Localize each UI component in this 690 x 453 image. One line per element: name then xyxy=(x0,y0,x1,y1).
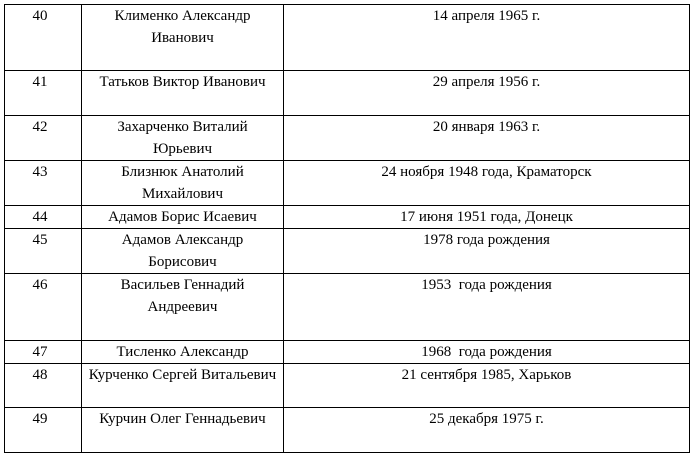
row-number-cell xyxy=(5,161,82,206)
birth-info-cell xyxy=(284,408,690,453)
full-name-cell xyxy=(82,274,284,341)
row-number-cell xyxy=(5,229,82,274)
table-row xyxy=(5,274,690,341)
row-number: 42 xyxy=(32,119,48,135)
row-number-cell xyxy=(5,5,82,71)
table-row xyxy=(5,341,690,364)
table-row xyxy=(5,408,690,453)
table-row xyxy=(5,206,690,229)
full-name-cell xyxy=(82,364,284,408)
table-row xyxy=(5,116,690,161)
table-row xyxy=(5,229,690,274)
table-row xyxy=(5,71,690,116)
full-name: Клименко Александр Иванович xyxy=(114,8,255,46)
row-number-cell xyxy=(5,71,82,116)
full-name: Курченко Сергей Витальевич xyxy=(88,367,277,383)
birth-info-cell xyxy=(284,206,690,229)
full-name-cell xyxy=(82,229,284,274)
row-number-cell xyxy=(5,274,82,341)
persons-table xyxy=(4,4,690,453)
full-name: Адамов Александр Борисович xyxy=(121,232,247,270)
birth-info: 29 апреля 1956 г. xyxy=(432,74,541,90)
row-number: 49 xyxy=(32,411,48,427)
row-number-cell xyxy=(5,341,82,364)
full-name-cell xyxy=(82,116,284,161)
full-name: Захарченко Виталий Юрьевич xyxy=(117,119,252,157)
full-name: Татьков Виктор Иванович xyxy=(99,74,266,90)
row-number-cell xyxy=(5,408,82,453)
birth-info: 1953 года рождения xyxy=(421,277,552,293)
row-number: 40 xyxy=(32,8,48,24)
row-number-cell xyxy=(5,206,82,229)
birth-info-cell xyxy=(284,364,690,408)
birth-info-cell xyxy=(284,274,690,341)
full-name-cell xyxy=(82,161,284,206)
birth-info-cell xyxy=(284,161,690,206)
full-name-cell xyxy=(82,341,284,364)
birth-info: 1968 года рождения xyxy=(421,344,552,360)
full-name: Тисленко Александр xyxy=(116,344,249,360)
row-number: 46 xyxy=(32,277,48,293)
full-name: Близнюк Анатолий Михайлович xyxy=(121,164,248,202)
birth-info: 1978 года рождения xyxy=(423,232,550,248)
row-number: 44 xyxy=(32,209,48,225)
row-number: 41 xyxy=(32,74,48,90)
full-name-cell xyxy=(82,206,284,229)
full-name-cell xyxy=(82,71,284,116)
birth-info-cell xyxy=(284,341,690,364)
row-number: 48 xyxy=(32,367,48,383)
birth-info-cell xyxy=(284,116,690,161)
birth-info: 20 января 1963 г. xyxy=(432,119,541,135)
row-number-cell xyxy=(5,116,82,161)
full-name-cell xyxy=(82,408,284,453)
birth-info: 24 ноября 1948 года, Краматорск xyxy=(381,164,592,180)
table-row xyxy=(5,364,690,408)
birth-info-cell xyxy=(284,71,690,116)
row-number: 43 xyxy=(32,164,48,180)
birth-info-cell xyxy=(284,5,690,71)
birth-info-cell xyxy=(284,229,690,274)
table-row xyxy=(5,5,690,71)
row-number: 47 xyxy=(32,344,48,360)
birth-info: 25 декабря 1975 г. xyxy=(429,411,544,427)
birth-info: 14 апреля 1965 г. xyxy=(432,8,541,24)
birth-info: 21 сентября 1985, Харьков xyxy=(401,367,572,383)
table-row xyxy=(5,161,690,206)
full-name: Курчин Олег Геннадьевич xyxy=(99,411,266,427)
full-name-cell xyxy=(82,5,284,71)
birth-info: 17 июня 1951 года, Донецк xyxy=(400,209,573,225)
row-number: 45 xyxy=(32,232,48,248)
row-number-cell xyxy=(5,364,82,408)
full-name: Адамов Борис Исаевич xyxy=(108,209,257,225)
full-name: Васильев Геннадий Андреевич xyxy=(120,277,249,315)
